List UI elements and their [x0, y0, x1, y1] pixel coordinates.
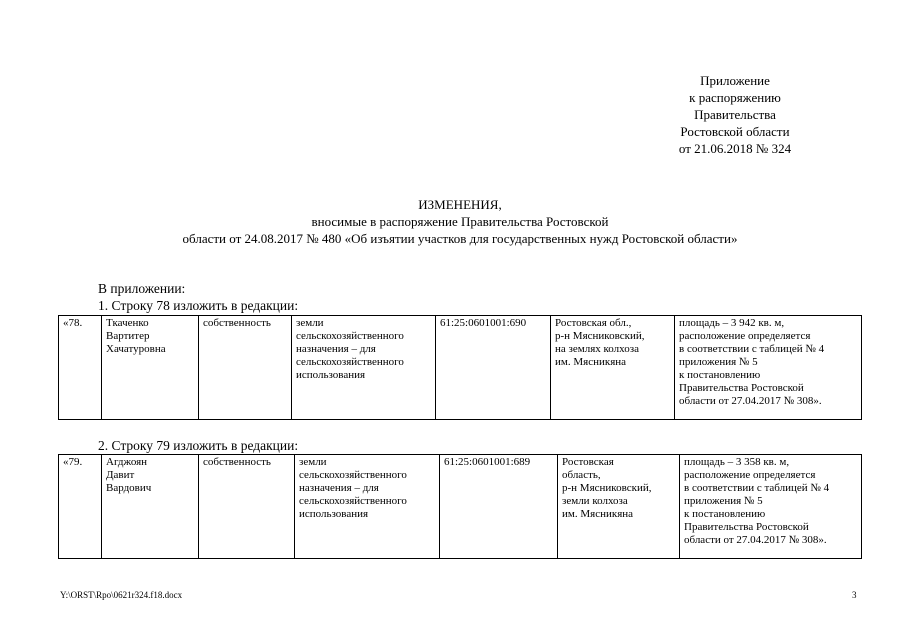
right-type: собственность: [199, 455, 295, 559]
right-type: собственность: [199, 316, 292, 420]
land-category: земли сельскохозяйственного назначения – для сельскохозяйственного использования: [292, 316, 436, 420]
title-line: ИЗМЕНЕНИЯ,: [418, 197, 502, 212]
annex-line: от 21.06.2018 № 324: [678, 141, 792, 156]
change-heading-1: 1. Строку 78 изложить в редакции:: [98, 298, 299, 313]
footer-file-path: Y:\ORST\Rpo\0621r324.f18.docx: [60, 590, 183, 600]
change-heading-2: 2. Строку 79 изложить в редакции:: [98, 438, 299, 453]
change-table-1: [58, 315, 862, 420]
cadastral-number: 61:25:0601001:689: [440, 455, 558, 559]
table-row: [59, 316, 862, 420]
owner-name: Агджоян Давит Вардович: [102, 455, 199, 559]
row-number: «79.: [59, 455, 102, 559]
row-number: «78.: [59, 316, 102, 420]
annex-line: Ростовской области: [680, 124, 790, 139]
location: Ростовская обл., р-н Мясниковский, на землях колхоза им. Мясникяна: [551, 316, 675, 420]
page-number: 3: [852, 590, 857, 600]
note: площадь – 3 942 кв. м, расположение определяется в соответствии с таблицей № 4 приложения № 5 к постановлению Правительства Ростовской области от 27.04.2017 № 308».: [675, 316, 862, 420]
annex-line: Приложение: [700, 73, 770, 88]
note: площадь – 3 358 кв. м, расположение определяется в соответствии с таблицей № 4 приложения № 5 к постановлению Правительства Ростовской области от 27.04.2017 № 308».: [680, 455, 862, 559]
title-line: области от 24.08.2017 № 480 «Об изъятии участков для государственных нужд Ростовской области»: [182, 231, 738, 246]
change-table-2: [58, 454, 862, 559]
annex-line: к распоряжению: [689, 90, 781, 105]
annex-line: Правительства: [694, 107, 776, 122]
annex-header: [640, 72, 830, 157]
intro-text: В приложении:: [98, 281, 186, 296]
table-row: [59, 455, 862, 559]
location: Ростовская область, р-н Мясниковский, земли колхоза им. Мясникяна: [558, 455, 680, 559]
cadastral-number: 61:25:0601001:690: [436, 316, 551, 420]
title-line: вносимые в распоряжение Правительства Ростовской: [311, 214, 609, 229]
land-category: земли сельскохозяйственного назначения – для сельскохозяйственного использования: [295, 455, 440, 559]
owner-name: Ткаченко Вартитер Хачатуровна: [102, 316, 199, 420]
document-title: [120, 196, 800, 247]
